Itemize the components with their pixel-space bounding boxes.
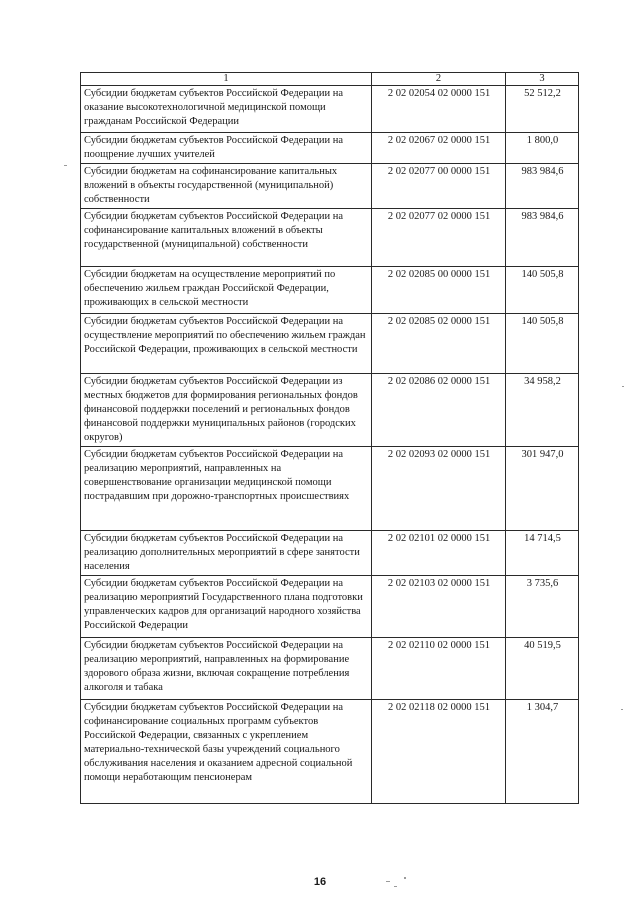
table-row <box>81 209 579 267</box>
table-row <box>81 576 579 638</box>
row-amount: 1 800,0 <box>506 133 579 164</box>
table-row <box>81 86 579 133</box>
table-row <box>81 447 579 531</box>
table-row <box>81 374 579 447</box>
row-description: Субсидии бюджетам субъектов Российской Федерации на осуществление мероприятий по обеспечению жильем граждан Российской Федерации, проживающих в сельской местности <box>81 314 372 374</box>
row-classification-code: 2 02 02103 02 0000 151 <box>372 576 506 638</box>
row-amount: 140 505,8 <box>506 314 579 374</box>
row-description: Субсидии бюджетам субъектов Российской Федерации на софинансирование капитальных вложений в объекты государственной (муниципальной) собственности <box>81 209 372 267</box>
row-classification-code: 2 02 02110 02 0000 151 <box>372 638 506 700</box>
row-description: Субсидии бюджетам субъектов Российской Федерации на реализацию мероприятий Государственного плана подготовки управленческих кадров для организаций народного хозяйства Российской Федерации <box>81 576 372 638</box>
row-amount: 1 304,7 <box>506 700 579 804</box>
row-classification-code: 2 02 02085 02 0000 151 <box>372 314 506 374</box>
row-classification-code: 2 02 02101 02 0000 151 <box>372 531 506 576</box>
budget-subsidies-table <box>80 72 579 804</box>
row-description: Субсидии бюджетам субъектов Российской Федерации на софинансирование социальных программ субъектов Российской Федерации, связанных с укреплением материально-технической базы учреждений социального обслуживания населения и оказанием адресной социальной помощи неработающим пенсионерам <box>81 700 372 804</box>
scan-speck <box>621 709 623 710</box>
row-description: Субсидии бюджетам субъектов Российской Федерации на поощрение лучших учителей <box>81 133 372 164</box>
table-header-row <box>81 73 579 86</box>
row-classification-code: 2 02 02118 02 0000 151 <box>372 700 506 804</box>
row-description: Субсидии бюджетам на осуществление мероприятий по обеспечению жильем граждан Российской Федерации, проживающих в сельской местности <box>81 267 372 314</box>
table-row <box>81 700 579 804</box>
row-description: Субсидии бюджетам на софинансирование капитальных вложений в объекты государственной (муниципальной) собственности <box>81 164 372 209</box>
row-classification-code: 2 02 02077 02 0000 151 <box>372 209 506 267</box>
page-number: 16 <box>313 876 327 888</box>
row-description: Субсидии бюджетам субъектов Российской Федерации на оказание высокотехнологичной медицинской помощи гражданам Российской Федерации <box>81 86 372 133</box>
row-amount: 34 958,2 <box>506 374 579 447</box>
row-classification-code: 2 02 02085 00 0000 151 <box>372 267 506 314</box>
column-header-code: 2 <box>372 73 506 86</box>
table-row <box>81 638 579 700</box>
column-header-amount: 3 <box>506 73 579 86</box>
row-amount: 983 984,6 <box>506 209 579 267</box>
row-classification-code: 2 02 02054 02 0000 151 <box>372 86 506 133</box>
row-amount: 983 984,6 <box>506 164 579 209</box>
row-description: Субсидии бюджетам субъектов Российской Федерации из местных бюджетов для формирования региональных фондов финансовой поддержки поселений и региональных фондов финансовой поддержки муниципальных районов (городских округов) <box>81 374 372 447</box>
row-amount: 140 505,8 <box>506 267 579 314</box>
row-amount: 14 714,5 <box>506 531 579 576</box>
row-classification-code: 2 02 02077 00 0000 151 <box>372 164 506 209</box>
row-description: Субсидии бюджетам субъектов Российской Федерации на реализацию мероприятий, направленных на формирование здорового образа жизни, включая сокращение потребления алкоголя и табака <box>81 638 372 700</box>
scan-speck <box>64 165 67 166</box>
scan-speck <box>622 386 624 387</box>
row-amount: 3 735,6 <box>506 576 579 638</box>
row-description: Субсидии бюджетам субъектов Российской Федерации на реализацию дополнительных мероприятий в сфере занятости населения <box>81 531 372 576</box>
table-row <box>81 164 579 209</box>
row-amount: 301 947,0 <box>506 447 579 531</box>
row-classification-code: 2 02 02093 02 0000 151 <box>372 447 506 531</box>
row-amount: 52 512,2 <box>506 86 579 133</box>
table-row <box>81 314 579 374</box>
column-header-description: 1 <box>81 73 372 86</box>
row-amount: 40 519,5 <box>506 638 579 700</box>
row-classification-code: 2 02 02086 02 0000 151 <box>372 374 506 447</box>
row-classification-code: 2 02 02067 02 0000 151 <box>372 133 506 164</box>
table-row <box>81 531 579 576</box>
table-row <box>81 267 579 314</box>
row-description: Субсидии бюджетам субъектов Российской Федерации на реализацию мероприятий, направленных на совершенствование организации медицинской помощи пострадавшим при дорожно-транспортных происшествиях <box>81 447 372 531</box>
table-row <box>81 133 579 164</box>
